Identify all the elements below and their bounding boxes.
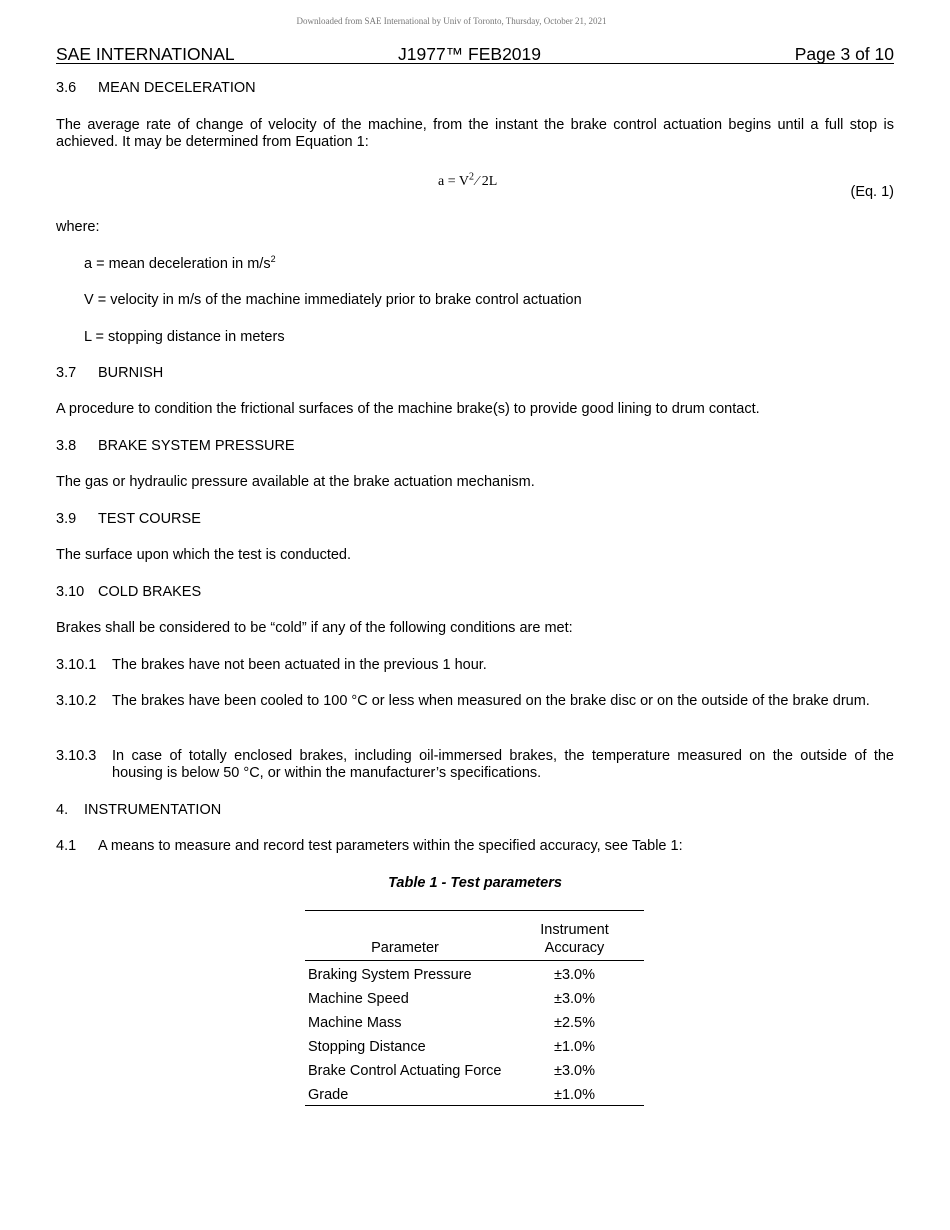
equation-lhs: a = V (438, 174, 469, 189)
header-doc-id: J1977™ FEB2019 (398, 44, 542, 64)
equation-label: (Eq. 1) (850, 184, 894, 200)
accuracy-cell: ±2.5% (553, 1015, 595, 1031)
subsection-3-10-3 (56, 748, 894, 782)
table-row (305, 1086, 644, 1106)
table-caption: Table 1 - Test parameters (388, 875, 562, 891)
section-3-8-body: The gas or hydraulic pressure available at the brake actuation mechanism. (56, 474, 535, 490)
param-cell: Grade (308, 1087, 349, 1103)
section-title: COLD BRAKES (98, 584, 202, 600)
section-3-7-body: A procedure to condition the frictional surfaces of the machine brake(s) to provide good lining to drum contact. (56, 401, 760, 417)
subsection-text: The brakes have not been actuated in the previous 1 hour. (112, 657, 487, 673)
section-4-1-text: A means to measure and record test parameters within the specified accuracy, see Table 1: (98, 838, 683, 854)
table-row (305, 961, 644, 991)
equation-1 (438, 171, 498, 190)
section-number: 3.10 (56, 584, 85, 600)
definition-v: V = velocity in m/s of the machine immediately prior to brake control actuation (84, 292, 582, 308)
subsection-3-10-1 (56, 657, 894, 674)
accuracy-cell: ±3.0% (553, 1063, 595, 1079)
section-number: 3.9 (56, 511, 77, 527)
section-3-9-body: The surface upon which the test is conducted. (56, 547, 352, 563)
param-cell: Stopping Distance (308, 1039, 426, 1055)
subsection-text: The brakes have been cooled to 100 °C or less when measured on the brake disc or on the outside of the brake drum. (112, 693, 870, 709)
section-number: 3.7 (56, 365, 77, 381)
section-number: 4. (56, 802, 69, 818)
subsection-number: 3.10.3 (56, 748, 97, 764)
header-page-number: Page 3 of 10 (794, 44, 894, 64)
column-header-parameter: Parameter (305, 911, 505, 961)
table-row (305, 990, 644, 1014)
param-cell: Machine Speed (308, 991, 409, 1007)
header-rule (56, 63, 894, 64)
accuracy-cell: ±3.0% (553, 991, 595, 1007)
definition-l: L = stopping distance in meters (84, 329, 285, 345)
definition-a-text: a = mean deceleration in m/s (84, 256, 271, 272)
subsection-number: 3.10.1 (56, 657, 97, 673)
where-label: where: (56, 219, 100, 235)
section-4-1 (56, 838, 894, 855)
header-org: SAE INTERNATIONAL (56, 44, 235, 64)
table-row (305, 1014, 644, 1038)
subsection-3-10-2 (56, 693, 894, 710)
table-row (305, 1062, 644, 1086)
section-3-6-heading (56, 80, 894, 97)
section-number: 4.1 (56, 838, 77, 854)
equation-rhs: ⁄ 2L (475, 174, 498, 189)
section-title: TEST COURSE (98, 511, 201, 527)
section-number: 3.8 (56, 438, 77, 454)
section-3-8-heading (56, 438, 894, 455)
table-header-row (305, 911, 644, 961)
definition-a (84, 256, 276, 272)
subsection-text: In case of totally enclosed brakes, including oil-immersed brakes, the temperature measured on the outside of the housing is below 50 °C, or within the manufacturer’s specifications. (112, 748, 894, 781)
section-3-7-heading (56, 365, 894, 382)
section-4-heading (56, 802, 894, 819)
column-header-accuracy-line1: Instrument (540, 922, 609, 938)
section-title: MEAN DECELERATION (98, 80, 256, 96)
subsection-number: 3.10.2 (56, 693, 97, 709)
section-3-10-heading (56, 584, 894, 601)
column-header-accuracy (505, 911, 644, 961)
section-3-9-heading (56, 511, 894, 528)
section-title: BRAKE SYSTEM PRESSURE (98, 438, 295, 454)
section-3-10-body: Brakes shall be considered to be “cold” if any of the following conditions are met: (56, 620, 573, 636)
download-banner: Downloaded from SAE International by Univ of Toronto, Thursday, October 21, 2021 (296, 16, 607, 26)
param-cell: Brake Control Actuating Force (308, 1063, 502, 1079)
accuracy-cell: ±1.0% (553, 1039, 595, 1055)
section-title: BURNISH (98, 365, 164, 381)
test-parameters-table (305, 910, 644, 1106)
section-3-6-body: The average rate of change of velocity of the machine, from the instant the brake control actuation begins until a full stop is achieved. It may be determined from Equation 1: (56, 117, 894, 150)
param-cell: Machine Mass (308, 1015, 402, 1031)
param-cell: Braking System Pressure (308, 967, 472, 983)
section-number: 3.6 (56, 80, 77, 96)
definition-a-exponent: 2 (270, 254, 276, 265)
column-header-accuracy-line2: Accuracy (544, 940, 605, 956)
section-title: INSTRUMENTATION (84, 802, 222, 818)
accuracy-cell: ±1.0% (553, 1087, 595, 1103)
equation-exponent: 2 (468, 171, 474, 183)
table-row (305, 1038, 644, 1062)
accuracy-cell: ±3.0% (553, 967, 595, 983)
